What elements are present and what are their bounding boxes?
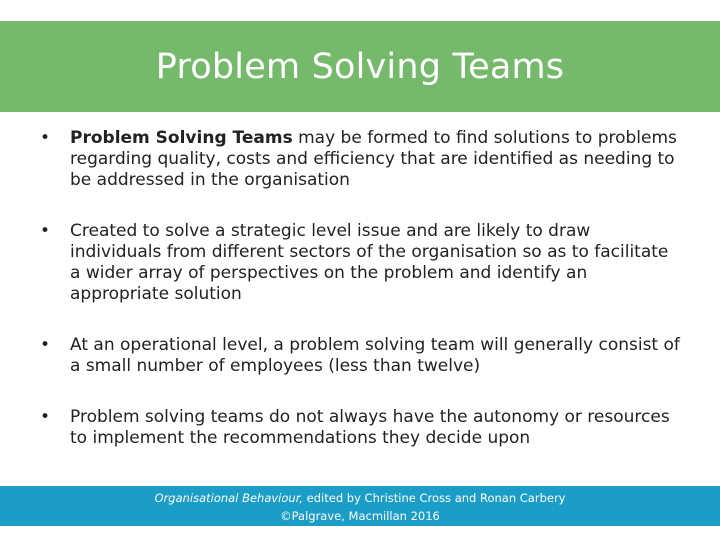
slide-content: [40, 128, 680, 472]
bullet-list: [40, 128, 680, 449]
bullet-text: At an operational level, a problem solving team will generally consist of a small number of employees (less than twelve): [70, 335, 680, 376]
bullet-text: Problem solving teams do not always have the autonomy or resources to implement the recommendations they decide upon: [70, 407, 670, 448]
bullet-item: [40, 221, 680, 305]
title-bar: [0, 21, 720, 112]
bullet-item: [40, 128, 680, 191]
bullet-icon: •: [40, 335, 51, 355]
footer-publisher: ©Palgrave, Macmillan 2016: [280, 509, 440, 523]
bullet-item: [40, 335, 680, 377]
bullet-item: [40, 407, 680, 449]
slide-title: Problem Solving Teams: [155, 46, 565, 87]
footer-citation-line: [0, 489, 720, 507]
footer-editors: edited by Christine Cross and Ronan Carbery: [303, 491, 566, 505]
bullet-text: may be formed to find solutions to problems regarding quality, costs and efficiency that are identified as needing to be addressed in the organisation: [70, 128, 677, 190]
bullet-icon: •: [40, 221, 51, 241]
bullet-icon: •: [40, 128, 51, 148]
footer-bar: [0, 486, 720, 526]
bullet-text: Created to solve a strategic level issue and are likely to draw individuals from different sectors of the organisation so as to facilitate a wider array of perspectives on the problem and identify an appropriate solution: [70, 221, 669, 304]
bullet-icon: •: [40, 407, 51, 427]
footer-book-title: Organisational Behaviour,: [154, 491, 304, 505]
bullet-bold-text: Problem Solving Teams: [70, 128, 293, 148]
